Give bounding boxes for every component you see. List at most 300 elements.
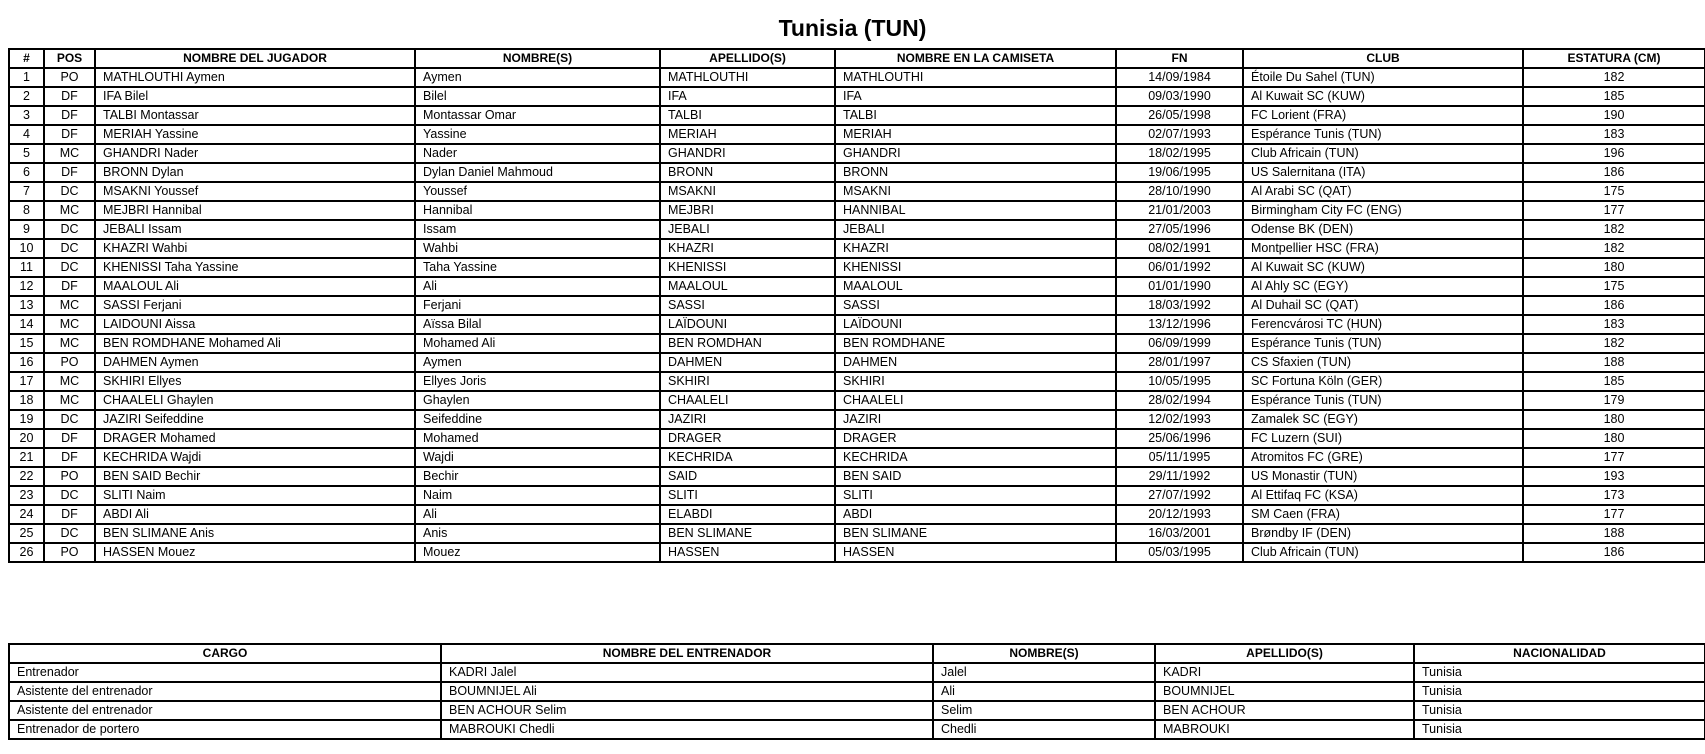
table-cell: 186 (1523, 543, 1705, 562)
table-cell: Hannibal (415, 201, 660, 220)
table-cell: 05/03/1995 (1116, 543, 1243, 562)
table-row (9, 372, 1705, 391)
table-cell: 5 (9, 144, 44, 163)
table-cell: MAALOUL (660, 277, 835, 296)
table-cell: BEN ROMDHANE Mohamed Ali (95, 334, 415, 353)
table-cell: KHENISSI Taha Yassine (95, 258, 415, 277)
table-cell: 173 (1523, 486, 1705, 505)
table-cell: 1 (9, 68, 44, 87)
table-cell: 188 (1523, 353, 1705, 372)
table-cell: 20 (9, 429, 44, 448)
table-cell: SLITI (660, 486, 835, 505)
table-cell: Bilel (415, 87, 660, 106)
players-header-cell: APELLIDO(S) (660, 49, 835, 68)
table-row (9, 543, 1705, 562)
table-cell: MC (44, 391, 95, 410)
table-cell: 25 (9, 524, 44, 543)
table-cell: 193 (1523, 467, 1705, 486)
page-title: Tunisia (TUN) (778, 15, 927, 41)
table-cell: DAHMEN (835, 353, 1116, 372)
table-cell: 27/05/1996 (1116, 220, 1243, 239)
table-cell: 186 (1523, 163, 1705, 182)
table-cell: 12 (9, 277, 44, 296)
table-cell: 7 (9, 182, 44, 201)
table-cell: TALBI Montassar (95, 106, 415, 125)
table-cell: KHENISSI (835, 258, 1116, 277)
table-cell: 10/05/1995 (1116, 372, 1243, 391)
table-cell: 2 (9, 87, 44, 106)
table-cell: MSAKNI (835, 182, 1116, 201)
table-cell: MSAKNI Youssef (95, 182, 415, 201)
staff-header-cell: NOMBRE DEL ENTRENADOR (441, 644, 933, 663)
staff-header-cell: NACIONALIDAD (1414, 644, 1705, 663)
table-cell: Entrenador de portero (9, 720, 441, 739)
table-cell: 05/11/1995 (1116, 448, 1243, 467)
table-cell: 22 (9, 467, 44, 486)
table-cell: Mohamed Ali (415, 334, 660, 353)
table-cell: ELABDI (660, 505, 835, 524)
table-cell: IFA Bilel (95, 87, 415, 106)
table-cell: KECHRIDA Wajdi (95, 448, 415, 467)
table-cell: 175 (1523, 277, 1705, 296)
table-cell: Seifeddine (415, 410, 660, 429)
table-cell: FC Luzern (SUI) (1243, 429, 1523, 448)
table-cell: 09/03/1990 (1116, 87, 1243, 106)
players-header-cell: ESTATURA (CM) (1523, 49, 1705, 68)
table-cell: MC (44, 315, 95, 334)
table-cell: 185 (1523, 87, 1705, 106)
table-cell: 180 (1523, 410, 1705, 429)
table-cell: JEBALI (660, 220, 835, 239)
table-cell: Ghaylen (415, 391, 660, 410)
table-cell: MAALOUL Ali (95, 277, 415, 296)
staff-header-cell: CARGO (9, 644, 441, 663)
table-cell: MATHLOUTHI (835, 68, 1116, 87)
table-cell: 15 (9, 334, 44, 353)
table-cell: JEBALI Issam (95, 220, 415, 239)
table-cell: MSAKNI (660, 182, 835, 201)
table-cell: 28/02/1994 (1116, 391, 1243, 410)
table-cell: KECHRIDA (660, 448, 835, 467)
table-cell: 06/01/1992 (1116, 258, 1243, 277)
table-cell: Issam (415, 220, 660, 239)
table-cell: Entrenador (9, 663, 441, 682)
table-cell: Jalel (933, 663, 1155, 682)
staff-header-cell: NOMBRE(S) (933, 644, 1155, 663)
table-row (9, 68, 1705, 87)
table-row (9, 125, 1705, 144)
table-cell: DC (44, 258, 95, 277)
table-cell: 175 (1523, 182, 1705, 201)
table-cell: Mohamed (415, 429, 660, 448)
table-cell: 177 (1523, 448, 1705, 467)
table-cell: 23 (9, 486, 44, 505)
table-cell: Bechir (415, 467, 660, 486)
table-cell: Club Africain (TUN) (1243, 543, 1523, 562)
table-cell: SASSI (835, 296, 1116, 315)
table-row (9, 182, 1705, 201)
table-cell: 177 (1523, 505, 1705, 524)
table-cell: ABDI Ali (95, 505, 415, 524)
table-cell: Aymen (415, 68, 660, 87)
table-cell: 02/07/1993 (1116, 125, 1243, 144)
table-cell: 8 (9, 201, 44, 220)
table-cell: MERIAH (835, 125, 1116, 144)
players-header-cell: NOMBRE EN LA CAMISETA (835, 49, 1116, 68)
table-cell: DC (44, 239, 95, 258)
table-cell: 182 (1523, 68, 1705, 87)
table-cell: 20/12/1993 (1116, 505, 1243, 524)
table-cell: DF (44, 505, 95, 524)
table-cell: Al Duhail SC (QAT) (1243, 296, 1523, 315)
table-cell: 190 (1523, 106, 1705, 125)
table-cell: 179 (1523, 391, 1705, 410)
table-cell: JAZIRI (660, 410, 835, 429)
table-cell: DF (44, 125, 95, 144)
table-cell: Nader (415, 144, 660, 163)
table-cell: DF (44, 448, 95, 467)
table-cell: SKHIRI (660, 372, 835, 391)
table-row (9, 524, 1705, 543)
table-row (9, 239, 1705, 258)
table-cell: IFA (835, 87, 1116, 106)
table-cell: 18/02/1995 (1116, 144, 1243, 163)
table-cell: SKHIRI (835, 372, 1116, 391)
table-cell: Brøndby IF (DEN) (1243, 524, 1523, 543)
table-cell: Al Ahly SC (EGY) (1243, 277, 1523, 296)
table-cell: MC (44, 201, 95, 220)
table-cell: 186 (1523, 296, 1705, 315)
table-cell: SKHIRI Ellyes (95, 372, 415, 391)
table-row (9, 144, 1705, 163)
table-cell: KECHRIDA (835, 448, 1116, 467)
table-cell: BRONN Dylan (95, 163, 415, 182)
table-cell: Mouez (415, 543, 660, 562)
table-cell: 21/01/2003 (1116, 201, 1243, 220)
table-cell: CS Sfaxien (TUN) (1243, 353, 1523, 372)
table-row (9, 201, 1705, 220)
table-cell: Espérance Tunis (TUN) (1243, 125, 1523, 144)
table-cell: 27/07/1992 (1116, 486, 1243, 505)
table-row (9, 720, 1705, 739)
table-cell: BEN SLIMANE (660, 524, 835, 543)
table-cell: MATHLOUTHI (660, 68, 835, 87)
table-cell: 16/03/2001 (1116, 524, 1243, 543)
table-cell: Yassine (415, 125, 660, 144)
table-row (9, 682, 1705, 701)
table-cell: Montassar Omar (415, 106, 660, 125)
table-cell: ABDI (835, 505, 1116, 524)
table-cell: KHENISSI (660, 258, 835, 277)
table-cell: Club Africain (TUN) (1243, 144, 1523, 163)
table-cell: SC Fortuna Köln (GER) (1243, 372, 1523, 391)
table-cell: GHANDRI (660, 144, 835, 163)
table-cell: KHAZRI Wahbi (95, 239, 415, 258)
players-header-cell: CLUB (1243, 49, 1523, 68)
table-cell: MAALOUL (835, 277, 1116, 296)
table-cell: IFA (660, 87, 835, 106)
table-cell: Al Ettifaq FC (KSA) (1243, 486, 1523, 505)
table-cell: Wahbi (415, 239, 660, 258)
table-cell: MC (44, 144, 95, 163)
table-cell: BOUMNIJEL (1155, 682, 1414, 701)
table-cell: DC (44, 182, 95, 201)
staff-header-cell: APELLIDO(S) (1155, 644, 1414, 663)
table-cell: 6 (9, 163, 44, 182)
table-cell: Youssef (415, 182, 660, 201)
table-cell: DF (44, 106, 95, 125)
table-cell: KADRI Jalel (441, 663, 933, 682)
table-cell: DC (44, 220, 95, 239)
table-cell: PO (44, 353, 95, 372)
table-cell: MEJBRI (660, 201, 835, 220)
table-row (9, 467, 1705, 486)
table-cell: MC (44, 296, 95, 315)
staff-body (9, 663, 1705, 739)
table-cell: SLITI Naim (95, 486, 415, 505)
table-cell: Ellyes Joris (415, 372, 660, 391)
table-cell: Ferencvárosi TC (HUN) (1243, 315, 1523, 334)
table-cell: Ferjani (415, 296, 660, 315)
staff-header-row (9, 644, 1705, 663)
table-cell: 4 (9, 125, 44, 144)
table-cell: DAHMEN Aymen (95, 353, 415, 372)
table-cell: DF (44, 277, 95, 296)
table-cell: PO (44, 68, 95, 87)
table-cell: US Salernitana (ITA) (1243, 163, 1523, 182)
table-cell: BEN ROMDHANE (835, 334, 1116, 353)
table-cell: 17 (9, 372, 44, 391)
table-row (9, 258, 1705, 277)
table-cell: 13 (9, 296, 44, 315)
table-cell: 3 (9, 106, 44, 125)
table-cell: BEN SLIMANE (835, 524, 1116, 543)
table-cell: Odense BK (DEN) (1243, 220, 1523, 239)
table-cell: Wajdi (415, 448, 660, 467)
table-cell: JEBALI (835, 220, 1116, 239)
table-cell: CHAALELI (835, 391, 1116, 410)
table-cell: DF (44, 163, 95, 182)
players-header-row (9, 49, 1705, 68)
table-row (9, 410, 1705, 429)
table-row (9, 334, 1705, 353)
table-cell: BEN SLIMANE Anis (95, 524, 415, 543)
table-cell: Naim (415, 486, 660, 505)
table-cell: KADRI (1155, 663, 1414, 682)
table-cell: DC (44, 524, 95, 543)
players-header-cell: POS (44, 49, 95, 68)
table-cell: SASSI (660, 296, 835, 315)
table-row (9, 701, 1705, 720)
table-cell: 180 (1523, 258, 1705, 277)
table-cell: Tunisia (1414, 720, 1705, 739)
table-cell: CHAALELI Ghaylen (95, 391, 415, 410)
table-cell: US Monastir (TUN) (1243, 467, 1523, 486)
table-cell: 185 (1523, 372, 1705, 391)
table-cell: MABROUKI (1155, 720, 1414, 739)
table-cell: BEN ACHOUR (1155, 701, 1414, 720)
table-cell: PO (44, 467, 95, 486)
table-cell: 14 (9, 315, 44, 334)
table-cell: 14/09/1984 (1116, 68, 1243, 87)
table-cell: 19/06/1995 (1116, 163, 1243, 182)
table-cell: SAID (660, 467, 835, 486)
table-cell: BEN ACHOUR Selim (441, 701, 933, 720)
table-cell: Al Arabi SC (QAT) (1243, 182, 1523, 201)
table-cell: DRAGER Mohamed (95, 429, 415, 448)
table-cell: Dylan Daniel Mahmoud (415, 163, 660, 182)
table-cell: 16 (9, 353, 44, 372)
staff-table (8, 643, 1705, 740)
table-cell: DF (44, 429, 95, 448)
table-cell: MERIAH Yassine (95, 125, 415, 144)
table-cell: MC (44, 372, 95, 391)
table-cell: 196 (1523, 144, 1705, 163)
table-cell: Asistente del entrenador (9, 682, 441, 701)
table-cell: Ali (415, 277, 660, 296)
table-row (9, 505, 1705, 524)
table-cell: BRONN (660, 163, 835, 182)
table-row (9, 353, 1705, 372)
table-cell: Asistente del entrenador (9, 701, 441, 720)
table-cell: 182 (1523, 334, 1705, 353)
table-cell: 24 (9, 505, 44, 524)
table-cell: Montpellier HSC (FRA) (1243, 239, 1523, 258)
table-cell: 183 (1523, 125, 1705, 144)
table-cell: MEJBRI Hannibal (95, 201, 415, 220)
table-cell: Tunisia (1414, 663, 1705, 682)
table-cell: KHAZRI (835, 239, 1116, 258)
table-row (9, 486, 1705, 505)
table-cell: HANNIBAL (835, 201, 1116, 220)
table-cell: PO (44, 543, 95, 562)
table-cell: 12/02/1993 (1116, 410, 1243, 429)
table-cell: MABROUKI Chedli (441, 720, 933, 739)
table-cell: 06/09/1999 (1116, 334, 1243, 353)
table-cell: SASSI Ferjani (95, 296, 415, 315)
table-cell: 188 (1523, 524, 1705, 543)
table-row (9, 391, 1705, 410)
table-cell: MERIAH (660, 125, 835, 144)
table-cell: DAHMEN (660, 353, 835, 372)
table-cell: KHAZRI (660, 239, 835, 258)
table-cell: SLITI (835, 486, 1116, 505)
table-cell: 13/12/1996 (1116, 315, 1243, 334)
table-cell: SM Caen (FRA) (1243, 505, 1523, 524)
table-cell: Selim (933, 701, 1155, 720)
table-cell: TALBI (835, 106, 1116, 125)
table-cell: GHANDRI Nader (95, 144, 415, 163)
table-cell: Étoile Du Sahel (TUN) (1243, 68, 1523, 87)
players-header-cell: FN (1116, 49, 1243, 68)
table-cell: MC (44, 334, 95, 353)
table-row (9, 220, 1705, 239)
players-header-cell: NOMBRE(S) (415, 49, 660, 68)
table-cell: Birmingham City FC (ENG) (1243, 201, 1523, 220)
table-cell: 182 (1523, 239, 1705, 258)
table-cell: Ali (415, 505, 660, 524)
table-cell: Atromitos FC (GRE) (1243, 448, 1523, 467)
table-cell: 183 (1523, 315, 1705, 334)
table-cell: Ali (933, 682, 1155, 701)
table-cell: 01/01/1990 (1116, 277, 1243, 296)
table-cell: BEN ROMDHAN (660, 334, 835, 353)
table-cell: 26 (9, 543, 44, 562)
table-row (9, 315, 1705, 334)
table-cell: JAZIRI Seifeddine (95, 410, 415, 429)
table-cell: 26/05/1998 (1116, 106, 1243, 125)
table-cell: Anis (415, 524, 660, 543)
table-cell: 19 (9, 410, 44, 429)
table-cell: 177 (1523, 201, 1705, 220)
table-cell: LAÏDOUNI (660, 315, 835, 334)
table-cell: 08/02/1991 (1116, 239, 1243, 258)
table-cell: TALBI (660, 106, 835, 125)
table-cell: DRAGER (660, 429, 835, 448)
table-cell: Al Kuwait SC (KUW) (1243, 87, 1523, 106)
table-row (9, 87, 1705, 106)
table-row (9, 296, 1705, 315)
table-cell: CHAALELI (660, 391, 835, 410)
table-cell: 9 (9, 220, 44, 239)
players-header-cell: NOMBRE DEL JUGADOR (95, 49, 415, 68)
table-cell: Espérance Tunis (TUN) (1243, 391, 1523, 410)
table-cell: 29/11/1992 (1116, 467, 1243, 486)
players-body (9, 68, 1705, 562)
table-cell: Aymen (415, 353, 660, 372)
table-cell: LAIDOUNI Aissa (95, 315, 415, 334)
table-cell: Taha Yassine (415, 258, 660, 277)
table-row (9, 163, 1705, 182)
table-cell: 11 (9, 258, 44, 277)
table-cell: 18/03/1992 (1116, 296, 1243, 315)
table-cell: 28/10/1990 (1116, 182, 1243, 201)
table-cell: Zamalek SC (EGY) (1243, 410, 1523, 429)
table-cell: HASSEN (660, 543, 835, 562)
table-cell: HASSEN (835, 543, 1116, 562)
table-row (9, 429, 1705, 448)
table-row (9, 106, 1705, 125)
table-cell: JAZIRI (835, 410, 1116, 429)
table-cell: Chedli (933, 720, 1155, 739)
table-cell: DRAGER (835, 429, 1116, 448)
players-header-cell: # (9, 49, 44, 68)
table-row (9, 277, 1705, 296)
table-cell: GHANDRI (835, 144, 1116, 163)
table-cell: 10 (9, 239, 44, 258)
table-cell: BEN SAID (835, 467, 1116, 486)
table-cell: FC Lorient (FRA) (1243, 106, 1523, 125)
table-cell: Al Kuwait SC (KUW) (1243, 258, 1523, 277)
table-row (9, 448, 1705, 467)
table-cell: Tunisia (1414, 701, 1705, 720)
table-cell: Espérance Tunis (TUN) (1243, 334, 1523, 353)
table-cell: 18 (9, 391, 44, 410)
table-cell: 21 (9, 448, 44, 467)
table-cell: BEN SAID Bechir (95, 467, 415, 486)
table-cell: BRONN (835, 163, 1116, 182)
table-cell: DC (44, 410, 95, 429)
table-cell: 180 (1523, 429, 1705, 448)
table-cell: MATHLOUTHI Aymen (95, 68, 415, 87)
table-cell: DC (44, 486, 95, 505)
table-cell: Tunisia (1414, 682, 1705, 701)
table-cell: HASSEN Mouez (95, 543, 415, 562)
table-cell: 182 (1523, 220, 1705, 239)
table-cell: BOUMNIJEL Ali (441, 682, 933, 701)
table-cell: DF (44, 87, 95, 106)
table-cell: 25/06/1996 (1116, 429, 1243, 448)
